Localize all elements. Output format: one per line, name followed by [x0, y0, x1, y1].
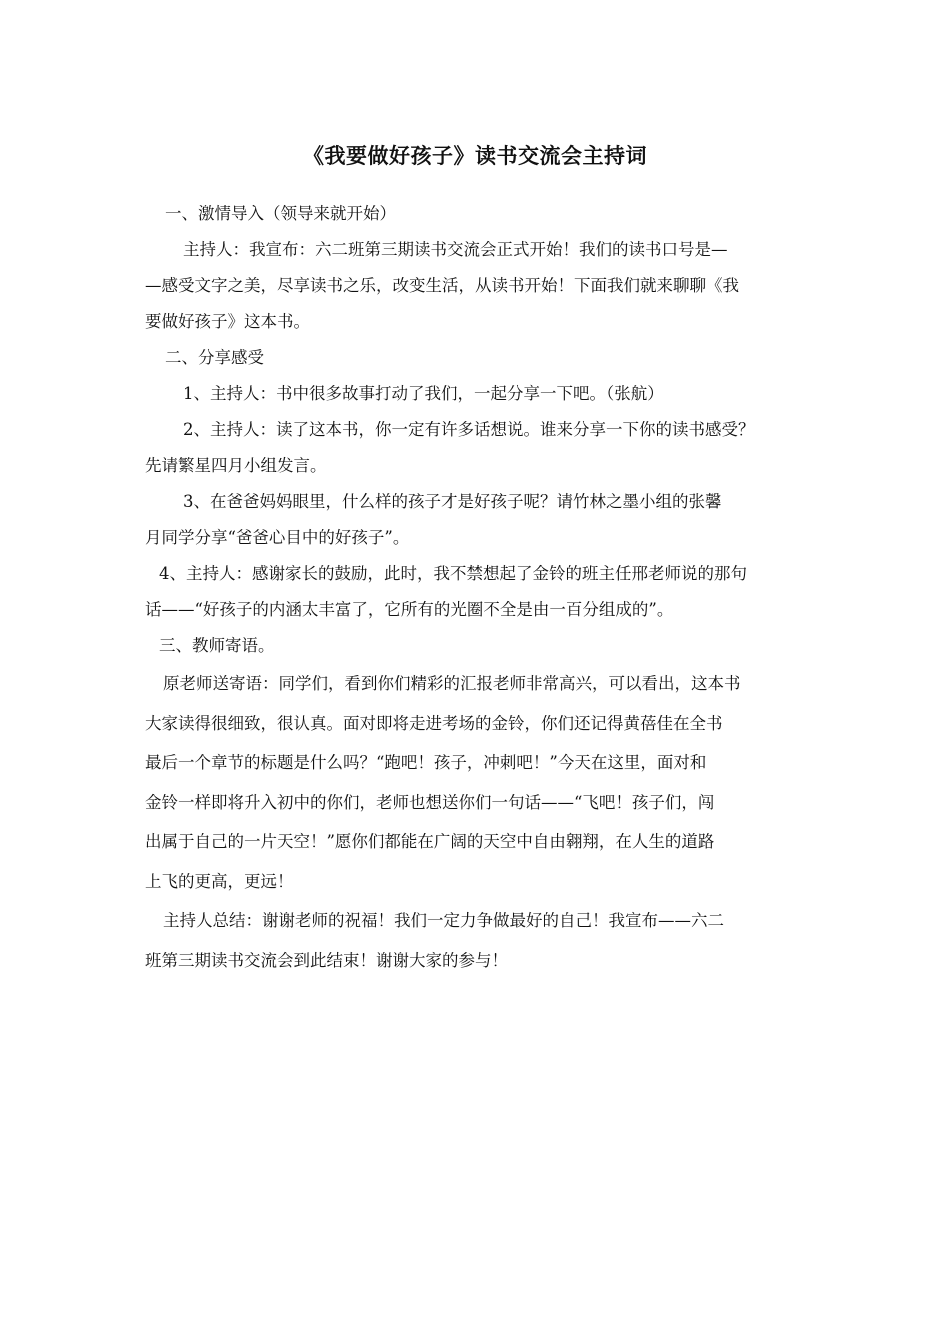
paragraph-line: 2、主持人：读了这本书，你一定有许多话想说。谁来分享一下你的读书感受？ — [183, 420, 755, 439]
document-title: 《我要做好孩子》读书交流会主持词 — [303, 144, 647, 168]
paragraph-line: 要做好孩子》这本书。 — [145, 312, 310, 331]
paragraph-line: 1、主持人：书中很多故事打动了我们，一起分享一下吧。（张航） — [183, 384, 664, 403]
paragraph-line: 大家读得很细致，很认真。面对即将走进考场的金铃，你们还记得黄蓓佳在全书 — [145, 713, 723, 733]
paragraph-line: 主持人：我宣布：六二班第三期读书交流会正式开始！我们的读书口号是— — [183, 240, 728, 259]
section-heading-2: 二、分享感受 — [165, 348, 264, 367]
paragraph-line: 金铃一样即将升入初中的你们，老师也想送你们一句话——“飞吧！孩子们，闯 — [145, 792, 715, 812]
paragraph-line: 3、在爸爸妈妈眼里，什么样的孩子才是好孩子呢？请竹林之墨小组的张馨 — [183, 492, 722, 511]
paragraph-line: 出属于自己的一片天空！”愿你们都能在广阔的天空中自由翱翔，在人生的道路 — [145, 832, 715, 851]
section-heading-3: 三、教师寄语。 — [159, 636, 275, 655]
paragraph-line: 最后一个章节的标题是什么吗？“跑吧！孩子，冲刺吧！”今天在这里，面对和 — [145, 753, 707, 772]
document-body — [145, 196, 810, 980]
paragraph-line: 月同学分享“爸爸心目中的好孩子”。 — [145, 528, 410, 547]
paragraph-line: 主持人总结：谢谢老师的祝福！我们一定力争做最好的自己！我宣布——六二 — [163, 911, 724, 930]
paragraph-line: 班第三期读书交流会到此结束！谢谢大家的参与！ — [145, 950, 508, 970]
section-heading-1: 一、激情导入（领导来就开始） — [165, 204, 396, 223]
paragraph-line: 4、主持人：感谢家长的鼓励，此时，我不禁想起了金铃的班主任邢老师说的那句 — [159, 564, 747, 583]
teacher-message — [145, 664, 810, 980]
paragraph-line: 上飞的更高，更远！ — [145, 871, 294, 891]
paragraph-line: 原老师送寄语：同学们，看到你们精彩的汇报老师非常高兴，可以看出，这本书 — [163, 674, 741, 693]
paragraph-line: 话——“好孩子的内涵太丰富了，它所有的光圈不全是由一百分组成的”。 — [145, 600, 674, 619]
paragraph-line: —感受文字之美，尽享读书之乐，改变生活，从读书开始！下面我们就来聊聊《我 — [145, 276, 739, 295]
paragraph-line: 先请繁星四月小组发言。 — [145, 456, 327, 475]
